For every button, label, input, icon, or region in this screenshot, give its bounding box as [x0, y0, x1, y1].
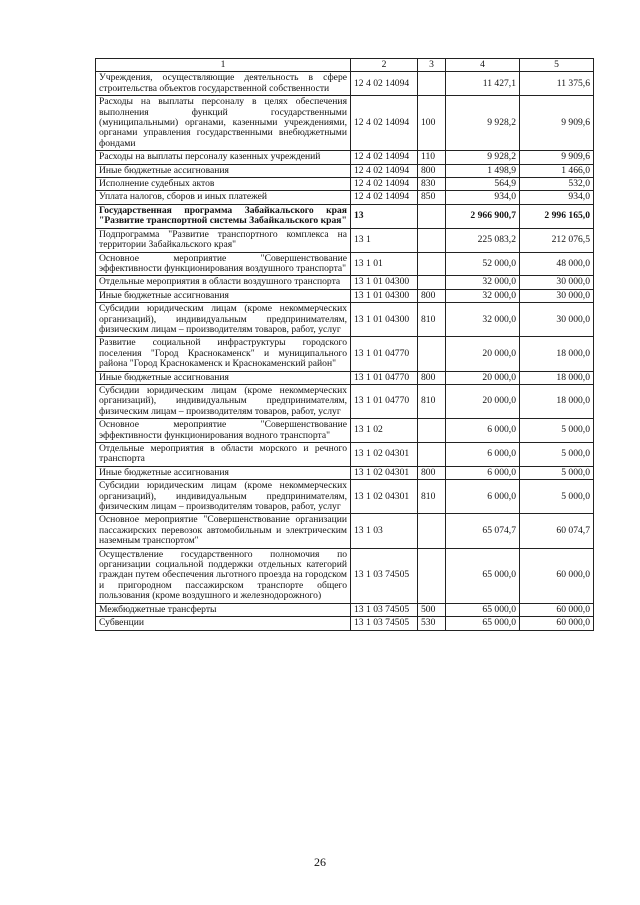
- row-amount-1-cell: 6 000,0: [446, 466, 520, 479]
- row-code-cell: 13 1 02 04301: [351, 443, 418, 467]
- row-code-cell: 13: [351, 204, 418, 228]
- row-amount-2-cell: 60 000,0: [520, 548, 594, 603]
- row-code-cell: 13 1 02 04301: [351, 466, 418, 479]
- table-row: [96, 151, 594, 164]
- row-amount-1-cell: 9 928,2: [446, 151, 520, 164]
- row-amount-1-cell: 6 000,0: [446, 480, 520, 514]
- row-amount-1-cell: 564,9: [446, 178, 520, 191]
- row-name-cell: Иные бюджетные ассигнования: [96, 371, 351, 384]
- row-amount-1-cell: 11 427,1: [446, 72, 520, 96]
- table-row: [96, 548, 594, 603]
- row-amount-2-cell: 532,0: [520, 178, 594, 191]
- row-expense-type-cell: [418, 228, 446, 252]
- row-amount-2-cell: 60 074,7: [520, 514, 594, 548]
- row-amount-2-cell: 60 000,0: [520, 617, 594, 630]
- row-amount-2-cell: 212 076,5: [520, 228, 594, 252]
- row-name-cell: Исполнение судебных актов: [96, 178, 351, 191]
- row-expense-type-cell: 810: [418, 303, 446, 337]
- row-expense-type-cell: 810: [418, 480, 446, 514]
- row-expense-type-cell: 110: [418, 151, 446, 164]
- row-code-cell: 13 1 03: [351, 514, 418, 548]
- table-row: [96, 96, 594, 151]
- row-code-cell: 13 1 01 04770: [351, 384, 418, 418]
- table-row: [96, 252, 594, 276]
- row-amount-1-cell: 52 000,0: [446, 252, 520, 276]
- table-row: [96, 178, 594, 191]
- row-expense-type-cell: [418, 443, 446, 467]
- row-name-cell: Осуществление государственного полномочия по организации социальной поддержки отдельных категорий граждан путем обеспечения льготного проезда на городском и пригородном пассажирском транспорте общего пользования (кроме воздушного и железнодорожного): [96, 548, 351, 603]
- row-name-cell: Отдельные мероприятия в области морского и речного транспорта: [96, 443, 351, 467]
- row-expense-type-cell: [418, 514, 446, 548]
- row-amount-1-cell: 65 074,7: [446, 514, 520, 548]
- row-amount-2-cell: 9 909,6: [520, 151, 594, 164]
- row-name-cell: Уплата налогов, сборов и иных платежей: [96, 191, 351, 204]
- row-amount-1-cell: 20 000,0: [446, 337, 520, 371]
- table-row: [96, 289, 594, 302]
- row-amount-2-cell: 48 000,0: [520, 252, 594, 276]
- row-expense-type-cell: [418, 337, 446, 371]
- row-expense-type-cell: 800: [418, 164, 446, 177]
- row-amount-1-cell: 20 000,0: [446, 371, 520, 384]
- row-code-cell: 12 4 02 14094: [351, 72, 418, 96]
- row-code-cell: 13 1: [351, 228, 418, 252]
- table-row: [96, 228, 594, 252]
- row-code-cell: 13 1 03 74505: [351, 617, 418, 630]
- row-expense-type-cell: 800: [418, 466, 446, 479]
- table-row: [96, 384, 594, 418]
- row-expense-type-cell: [418, 419, 446, 443]
- row-name-cell: Основное мероприятие "Совершенствование эффективности функционирования водного транспорта": [96, 419, 351, 443]
- row-amount-1-cell: 225 083,2: [446, 228, 520, 252]
- page-number: 26: [314, 855, 326, 869]
- table-row: [96, 419, 594, 443]
- row-name-cell: Развитие социальной инфраструктуры городского поселения "Город Краснокаменск" и муниципального района "Город Краснокаменск и Краснокаменский район": [96, 337, 351, 371]
- row-name-cell: Государственная программа Забайкальского края "Развитие транспортной системы Забайкальского края": [96, 204, 351, 228]
- row-expense-type-cell: [418, 204, 446, 228]
- row-expense-type-cell: [418, 252, 446, 276]
- row-amount-2-cell: 5 000,0: [520, 480, 594, 514]
- row-name-cell: Учреждения, осуществляющие деятельность в сфере строительства объектов государственной собственности: [96, 72, 351, 96]
- row-amount-1-cell: 934,0: [446, 191, 520, 204]
- row-expense-type-cell: 100: [418, 96, 446, 151]
- row-amount-1-cell: 6 000,0: [446, 443, 520, 467]
- row-code-cell: 13 1 01 04300: [351, 276, 418, 289]
- row-amount-2-cell: 934,0: [520, 191, 594, 204]
- table-header-row: [96, 59, 594, 72]
- table-row: [96, 617, 594, 630]
- row-code-cell: 13 1 01 04300: [351, 303, 418, 337]
- row-amount-2-cell: 5 000,0: [520, 466, 594, 479]
- row-expense-type-cell: 800: [418, 371, 446, 384]
- row-amount-2-cell: 18 000,0: [520, 337, 594, 371]
- column-header-name: 1: [96, 59, 351, 72]
- table-body: [96, 72, 594, 630]
- row-name-cell: Субсидии юридическим лицам (кроме некоммерческих организаций), индивидуальным предпринимателям, физическим лицам – производителям товаров, работ, услуг: [96, 303, 351, 337]
- row-code-cell: 13 1 01 04770: [351, 337, 418, 371]
- row-code-cell: 12 4 02 14094: [351, 96, 418, 151]
- row-amount-1-cell: 20 000,0: [446, 384, 520, 418]
- row-name-cell: Расходы на выплаты персоналу казенных учреждений: [96, 151, 351, 164]
- row-amount-2-cell: 5 000,0: [520, 419, 594, 443]
- row-amount-1-cell: 65 000,0: [446, 617, 520, 630]
- row-expense-type-cell: [418, 276, 446, 289]
- row-amount-2-cell: 9 909,6: [520, 96, 594, 151]
- table-row: [96, 371, 594, 384]
- row-amount-2-cell: 5 000,0: [520, 443, 594, 467]
- row-amount-1-cell: 6 000,0: [446, 419, 520, 443]
- row-name-cell: Отдельные мероприятия в области воздушного транспорта: [96, 276, 351, 289]
- row-name-cell: Субвенции: [96, 617, 351, 630]
- table-row: [96, 191, 594, 204]
- row-name-cell: Расходы на выплаты персоналу в целях обеспечения выполнения функций государственными (муниципальными) органами, казенными учреждениями, органами управления государственными внебюджетными фондами: [96, 96, 351, 151]
- row-name-cell: Субсидии юридическим лицам (кроме некоммерческих организаций), индивидуальным предпринимателям, физическим лицам – производителям товаров, работ, услуг: [96, 384, 351, 418]
- row-code-cell: 13 1 01: [351, 252, 418, 276]
- row-code-cell: 13 1 03 74505: [351, 548, 418, 603]
- row-amount-2-cell: 1 466,0: [520, 164, 594, 177]
- row-code-cell: 13 1 01 04770: [351, 371, 418, 384]
- row-amount-1-cell: 2 966 900,7: [446, 204, 520, 228]
- table-row: [96, 480, 594, 514]
- row-code-cell: 13 1 02 04301: [351, 480, 418, 514]
- table-row: [96, 276, 594, 289]
- row-amount-1-cell: 32 000,0: [446, 276, 520, 289]
- row-amount-2-cell: 30 000,0: [520, 276, 594, 289]
- row-name-cell: Основное мероприятие "Совершенствование эффективности функционирования воздушного транспорта": [96, 252, 351, 276]
- row-expense-type-cell: 830: [418, 178, 446, 191]
- row-expense-type-cell: 850: [418, 191, 446, 204]
- column-header-amount-2: 5: [520, 59, 594, 72]
- row-amount-1-cell: 65 000,0: [446, 548, 520, 603]
- row-name-cell: Иные бюджетные ассигнования: [96, 289, 351, 302]
- budget-table: [95, 58, 594, 631]
- row-amount-1-cell: 32 000,0: [446, 289, 520, 302]
- table-row: [96, 514, 594, 548]
- row-code-cell: 12 4 02 14094: [351, 191, 418, 204]
- row-amount-1-cell: 1 498,9: [446, 164, 520, 177]
- row-amount-1-cell: 32 000,0: [446, 303, 520, 337]
- row-amount-2-cell: 60 000,0: [520, 603, 594, 616]
- row-amount-2-cell: 18 000,0: [520, 384, 594, 418]
- row-name-cell: Межбюджетные трансферты: [96, 603, 351, 616]
- row-code-cell: 12 4 02 14094: [351, 178, 418, 191]
- table-row: [96, 303, 594, 337]
- column-header-expense-type: 3: [418, 59, 446, 72]
- table-row: [96, 204, 594, 228]
- table-row: [96, 72, 594, 96]
- row-expense-type-cell: [418, 72, 446, 96]
- row-amount-2-cell: 11 375,6: [520, 72, 594, 96]
- row-amount-2-cell: 30 000,0: [520, 289, 594, 302]
- table-row: [96, 443, 594, 467]
- row-code-cell: 13 1 02: [351, 419, 418, 443]
- column-header-code: 2: [351, 59, 418, 72]
- column-header-amount-1: 4: [446, 59, 520, 72]
- row-amount-1-cell: 65 000,0: [446, 603, 520, 616]
- row-name-cell: Подпрограмма "Развитие транспортного комплекса на территории Забайкальского края": [96, 228, 351, 252]
- row-code-cell: 12 4 02 14094: [351, 151, 418, 164]
- row-expense-type-cell: 500: [418, 603, 446, 616]
- row-expense-type-cell: 810: [418, 384, 446, 418]
- row-code-cell: 12 4 02 14094: [351, 164, 418, 177]
- table-row: [96, 164, 594, 177]
- row-expense-type-cell: [418, 548, 446, 603]
- row-name-cell: Основное мероприятие "Совершенствование организации пассажирских перевозок автомобильным и электрическим наземным транспортом": [96, 514, 351, 548]
- table-row: [96, 466, 594, 479]
- row-name-cell: Иные бюджетные ассигнования: [96, 466, 351, 479]
- row-amount-2-cell: 18 000,0: [520, 371, 594, 384]
- row-name-cell: Субсидии юридическим лицам (кроме некоммерческих организаций), индивидуальным предпринимателям, физическим лицам – производителям товаров, работ, услуг: [96, 480, 351, 514]
- row-name-cell: Иные бюджетные ассигнования: [96, 164, 351, 177]
- row-amount-2-cell: 2 996 165,0: [520, 204, 594, 228]
- row-code-cell: 13 1 01 04300: [351, 289, 418, 302]
- row-code-cell: 13 1 03 74505: [351, 603, 418, 616]
- row-amount-2-cell: 30 000,0: [520, 303, 594, 337]
- row-expense-type-cell: 800: [418, 289, 446, 302]
- table-row: [96, 337, 594, 371]
- row-expense-type-cell: 530: [418, 617, 446, 630]
- table-row: [96, 603, 594, 616]
- row-amount-1-cell: 9 928,2: [446, 96, 520, 151]
